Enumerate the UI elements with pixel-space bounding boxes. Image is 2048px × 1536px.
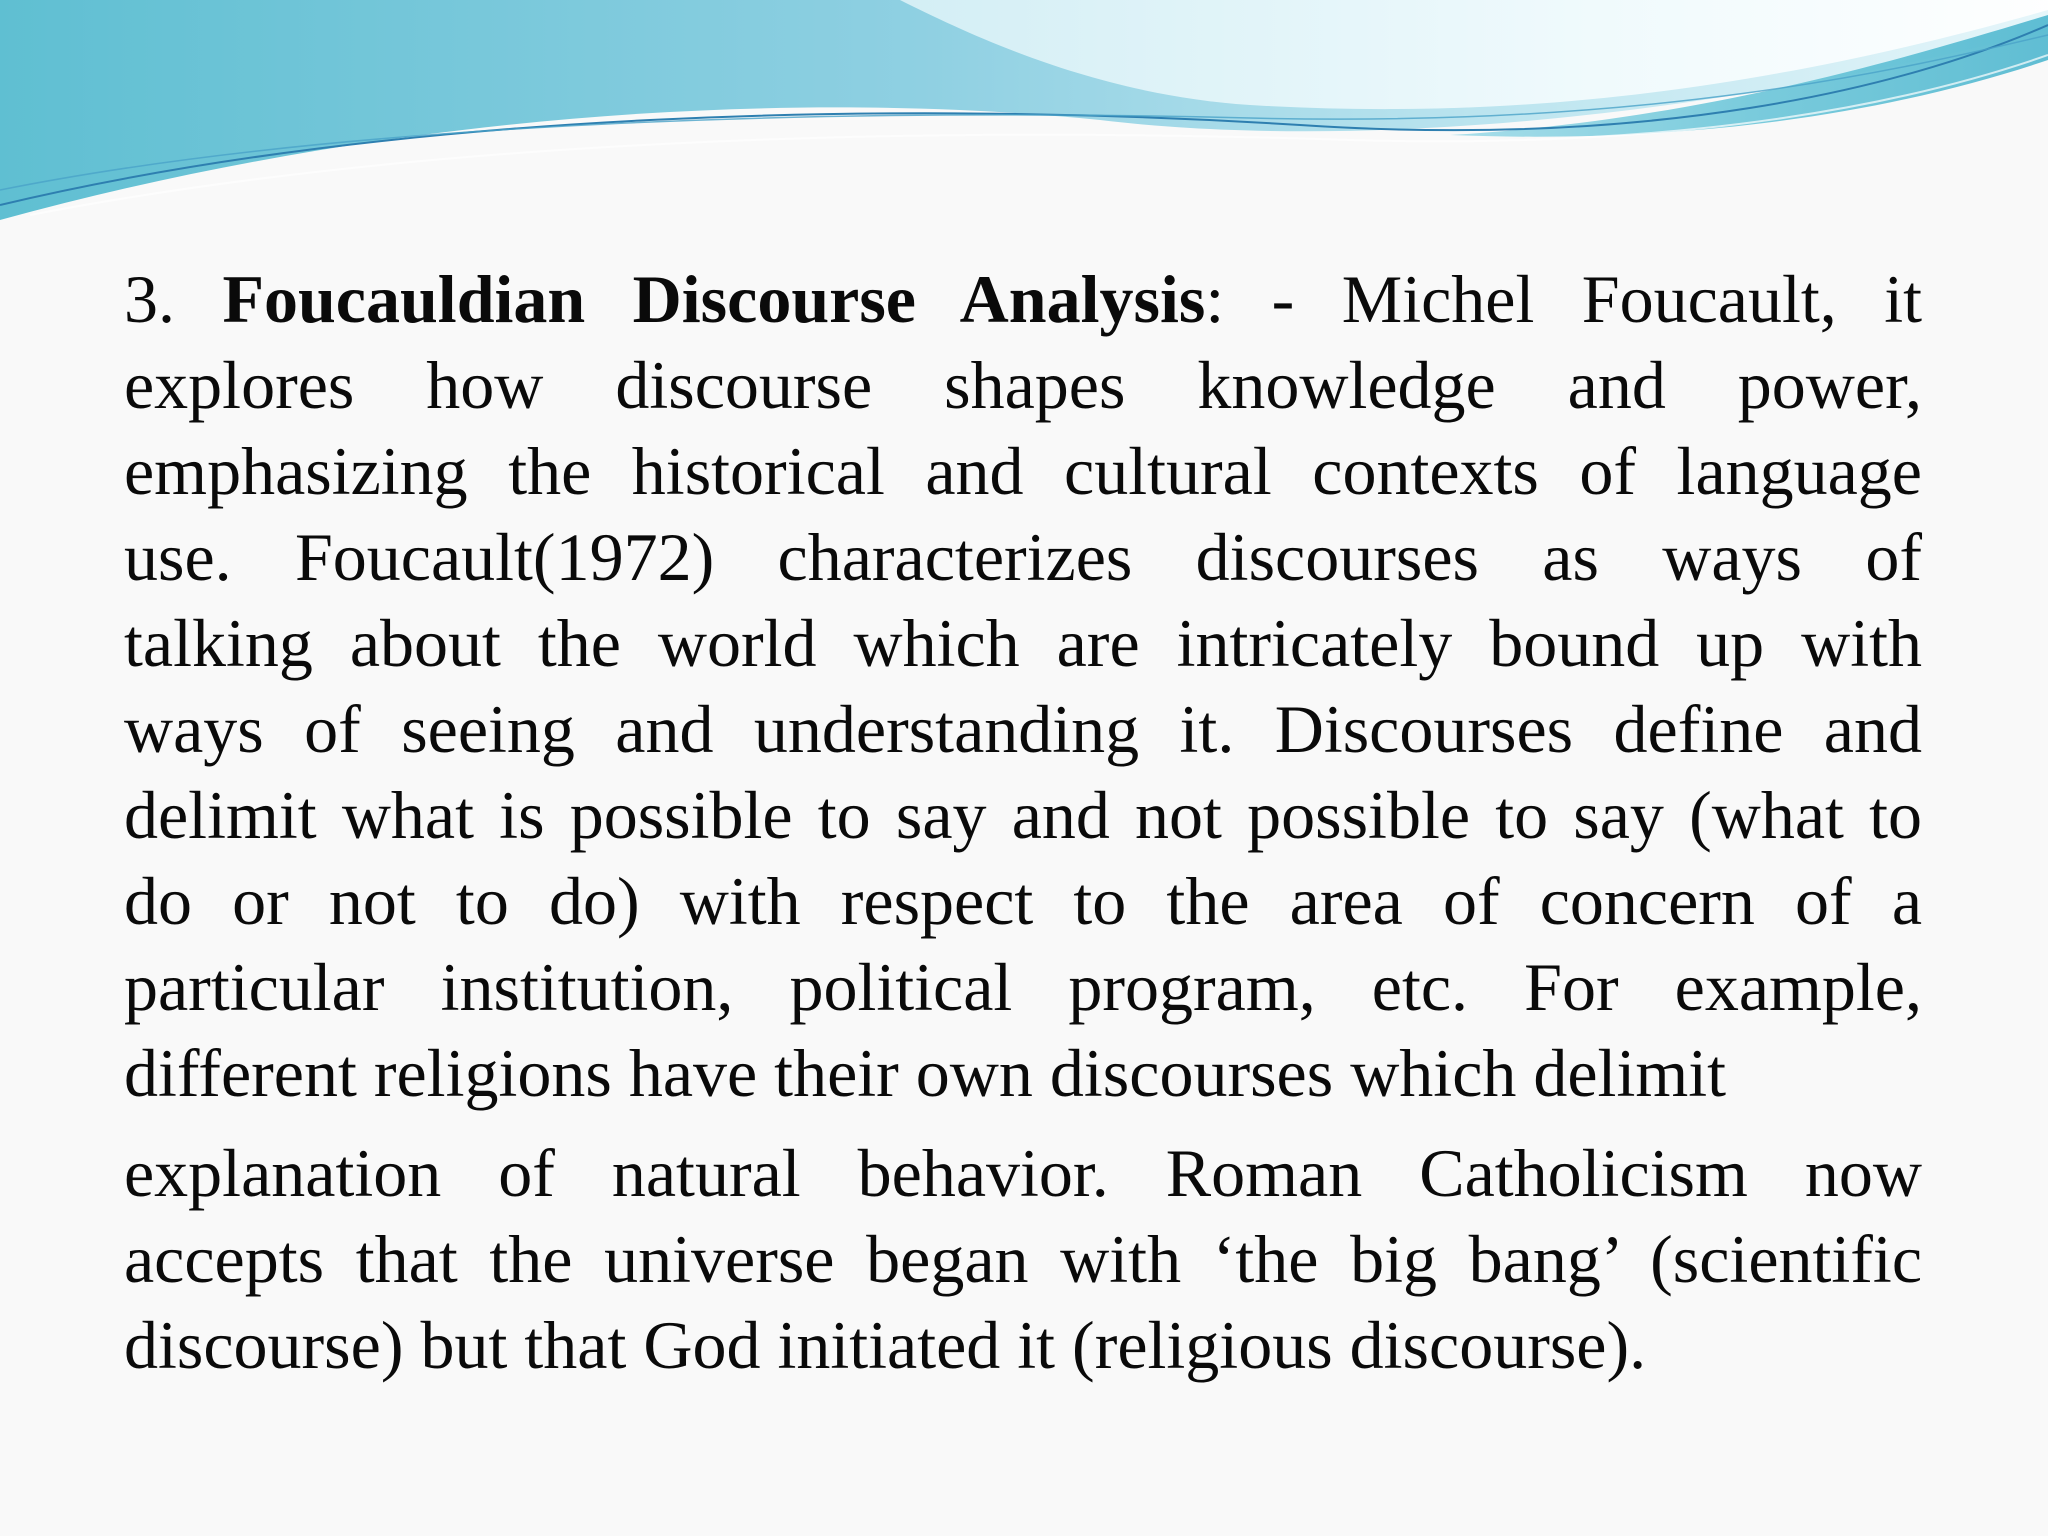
text-line: discourse) but that God initiated it (religious discourse).	[124, 1307, 1647, 1383]
text-line: particular institution, political program, etc. For example,	[124, 949, 1922, 1025]
text-line: talking about the world which are intricately bound up with	[124, 605, 1922, 681]
text-line: accepts that the universe began with ‘the big bang’ (scientific	[124, 1221, 1922, 1297]
text-line: explanation of natural behavior. Roman Catholicism now	[124, 1135, 1922, 1211]
text-line: ways of seeing and understanding it. Discourses define and	[124, 691, 1922, 767]
text-line: delimit what is possible to say and not possible to say (what to	[124, 777, 1922, 853]
body-paragraph-1	[124, 256, 1922, 1116]
item-number: 3.	[124, 261, 175, 337]
decorative-wave-header	[0, 0, 2048, 260]
text-line: different religions have their own discourses which delimit	[124, 1035, 1727, 1111]
heading-line	[124, 256, 1922, 342]
heading-continuation: : - Michel Foucault, it	[1205, 261, 1923, 337]
text-line: explores how discourse shapes knowledge and power,	[124, 347, 1922, 423]
body-paragraph-2	[124, 1130, 1922, 1388]
text-line: emphasizing the historical and cultural contexts of language	[124, 433, 1922, 509]
term-heading: Foucauldian Discourse Analysis	[222, 261, 1206, 337]
text-line: do or not to do) with respect to the area of concern of a	[124, 863, 1922, 939]
text-line: use. Foucault(1972) characterizes discourses as ways of	[124, 519, 1922, 595]
